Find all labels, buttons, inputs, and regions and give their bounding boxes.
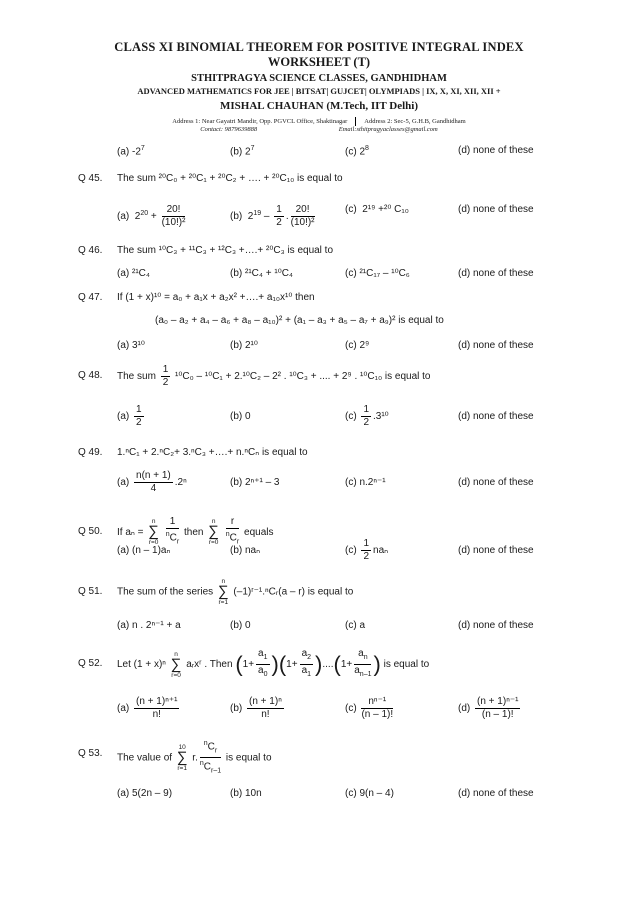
question-53-options [0, 788, 638, 806]
option-a: (a) n . 2ⁿ⁻¹ + a [117, 620, 181, 631]
option-d: (d) none of these [458, 545, 534, 556]
question-48-options [0, 404, 638, 432]
question-number: Q 53. [78, 748, 103, 759]
option-b: (b) $\frac{\text{(n + 1)ⁿ}}{n!}$ [230, 696, 282, 720]
option-c: (c) ²¹C₁₇ – ¹⁰C₆ [345, 268, 410, 279]
address-2: Address 2: Sec-5, G.H.B, Gandhidham [364, 117, 466, 125]
option-b: (b) 0 [230, 411, 251, 422]
contact-phone: Contact: 9879639888 [200, 126, 258, 133]
option-a: (a) $\frac{n(n + 1)}{4}$ .2ⁿ [117, 470, 187, 494]
option-d: (d) none of these [458, 268, 534, 279]
question-49-options [0, 470, 638, 498]
address-line [0, 117, 638, 126]
question-stem: The sum ²⁰C₀ + ²⁰C₁ + ²⁰C₂ + …. + ²⁰C₁₀ is equal to [117, 173, 343, 184]
worksheet-subtitle: WORKSHEET (T) [267, 55, 371, 69]
question-stem: If aₙ = n ∑ r=0 $\frac{1}{^nC_r}$ then n ∑ r=0 $\frac{r}{^nC_r}$ equals [117, 516, 274, 547]
option-b: (b) $2^7$ [230, 145, 255, 158]
option-a: (a) $\frac{1}{2}$ [117, 404, 142, 428]
question-number: Q 47. [78, 292, 103, 303]
question-stem: If (1 + x)¹⁰ = a₀ + a₁x + a₂x² +….+ a₁₀x¹⁰ then [117, 292, 315, 303]
worksheet-title: CLASS XI BINOMIAL THEOREM FOR POSITIVE INTEGRAL INDEX [114, 40, 524, 54]
option-d: (d) none of these [458, 788, 534, 799]
option-c: (c) $\frac{\text{nⁿ⁻¹}}{(n - 1)!}$ [345, 696, 394, 720]
question-number: Q 46. [78, 245, 103, 256]
option-d: (d) none of these [458, 620, 534, 631]
question-46-options [0, 268, 638, 286]
option-b: (b) $2^{19}$ – $\frac{1}{2}$ . $\frac{20!}{\text{(10!)²}}$ [230, 204, 315, 228]
question-number: Q 49. [78, 447, 103, 458]
summation-symbol: 10 ∑ r=1 [176, 743, 188, 772]
option-c: (c) $\frac{1}{2}$ .3¹⁰ [345, 404, 389, 428]
question-44-options [0, 145, 638, 163]
question-stem: The value of 10 ∑ r=1 r. $\frac{^nC_r}{^nC_{r-1}}$ is equal to [117, 740, 272, 775]
question-stem-continued: (a₀ – a₂ + a₄ – a₆ + a₈ – a₁₀)² + (a₁ – a₃ + a₅ – a₇ + a₉)² is equal to [155, 315, 444, 326]
option-d: (d) none of these [458, 477, 534, 488]
question-number: Q 52. [78, 658, 103, 669]
question-stem: The sum $\frac{1}{2}$ ¹⁰C₀ – ¹⁰C₁ + 2.¹⁰C₂ – 2² . ¹⁰C₃ + .... + 2⁹ . ¹⁰C₁₀ is equal to [117, 364, 431, 388]
option-c: (c) $\frac{1}{2}$ naₙ [345, 538, 389, 562]
contact-email: Email:sthitpragyaclasses@gmail.com [338, 126, 438, 133]
question-51 [0, 578, 638, 610]
question-number: Q 50. [78, 526, 103, 537]
question-stem: The sum of the series n ∑ r=1 (–1)ʳ⁻¹.ⁿCᵣ(a – r) is equal to [117, 578, 354, 606]
question-53 [0, 738, 638, 774]
question-number: Q 51. [78, 586, 103, 597]
question-52 [0, 648, 638, 684]
option-d: (d) none of these [458, 145, 534, 156]
question-number: Q 48. [78, 370, 103, 381]
option-d: (d) none of these [458, 340, 534, 351]
option-a: (a) 5(2n – 9) [117, 788, 173, 799]
teacher-name: MISHAL CHAUHAN (M.Tech, IIT Delhi) [219, 100, 419, 112]
option-d: (d) none of these [458, 411, 534, 422]
option-b: (b) 10n [230, 788, 262, 799]
contact-line [0, 126, 638, 133]
question-48 [0, 364, 638, 390]
summation-symbol: n ∑ r=1 [217, 578, 229, 606]
question-52-options [0, 696, 638, 726]
option-c: (c) n.2ⁿ⁻¹ [345, 477, 386, 488]
option-b: (b) 0 [230, 620, 251, 631]
question-50-options [0, 538, 638, 566]
option-d: (d) none of these [458, 204, 534, 215]
option-b: (b) ²¹C₄ + ¹⁰C₄ [230, 268, 294, 279]
option-a: (a) $\frac{\text{(n + 1)ⁿ⁺¹}}{n!}$ [117, 696, 178, 720]
question-49 [0, 447, 638, 465]
option-b: (b) 2¹⁰ [230, 340, 258, 351]
option-b: (b) 2ⁿ⁺¹ – 3 [230, 477, 280, 488]
option-a: (a) 3¹⁰ [117, 340, 145, 351]
question-45 [0, 173, 638, 191]
summation-symbol: n ∑ r=0 [148, 518, 159, 547]
courses-line: ADVANCED MATHEMATICS FOR JEE | BITSAT| GUJCET| OLYMPIADS | IX, X, XI, XII, XII + [137, 86, 501, 96]
question-number: Q 45. [78, 173, 103, 184]
summation-symbol: n ∑ r=0 [208, 518, 219, 547]
option-a: (a) $2^{20}$ + $\frac{20!}{\text{(10!)²}}$ [117, 204, 186, 228]
option-c: (c) a [345, 620, 365, 631]
question-46 [0, 245, 638, 263]
question-45-options [0, 204, 638, 234]
question-51-options [0, 620, 638, 638]
option-c: (c) $2^8$ [345, 145, 369, 158]
question-47-stem2 [0, 315, 638, 333]
option-d: (d) $\frac{\text{(n + 1)ⁿ⁻¹}}{(n - 1)!}$ [458, 696, 519, 720]
question-stem: 1.ⁿC₁ + 2.ⁿC₂+ 3.ⁿC₃ +….+ n.ⁿCₙ is equal to [117, 447, 308, 458]
question-stem: The sum ¹⁰C₃ + ¹¹C₃ + ¹²C₃ +….+ ²⁰C₃ is equal to [117, 245, 334, 256]
address-1: Address 1: Near Gayatri Mandir, Opp. PGVCL Office, Shaktinagar [172, 117, 348, 125]
question-stem: Let (1 + x)ⁿ n ∑ r=0 aᵣxʳ . Then (1+ $\frac{a_1}{a_0}$ )(1+ $\frac{a_2}{a_1}$ )....(1+ $\frac{a_n}{a_{n-1}}$ ) is equal to [117, 648, 430, 679]
option-a: (a) ²¹C₄ [117, 268, 150, 279]
option-c: (c) 2⁹ [345, 340, 370, 351]
summation-symbol: n ∑ r=0 [170, 650, 182, 679]
option-c: (c) 2¹⁹ +²⁰ C₁₀ [345, 204, 409, 215]
option-c: (c) 9(n – 4) [345, 788, 394, 799]
option-a: (a) (n – 1)aₙ [117, 545, 171, 556]
question-47 [0, 292, 638, 310]
option-a: (a) $-2^7$ [117, 145, 145, 158]
question-47-options [0, 340, 638, 358]
org-name: STHITPRAGYA SCIENCE CLASSES, GANDHIDHAM [191, 73, 447, 84]
option-b: (b) naₙ [230, 545, 261, 556]
